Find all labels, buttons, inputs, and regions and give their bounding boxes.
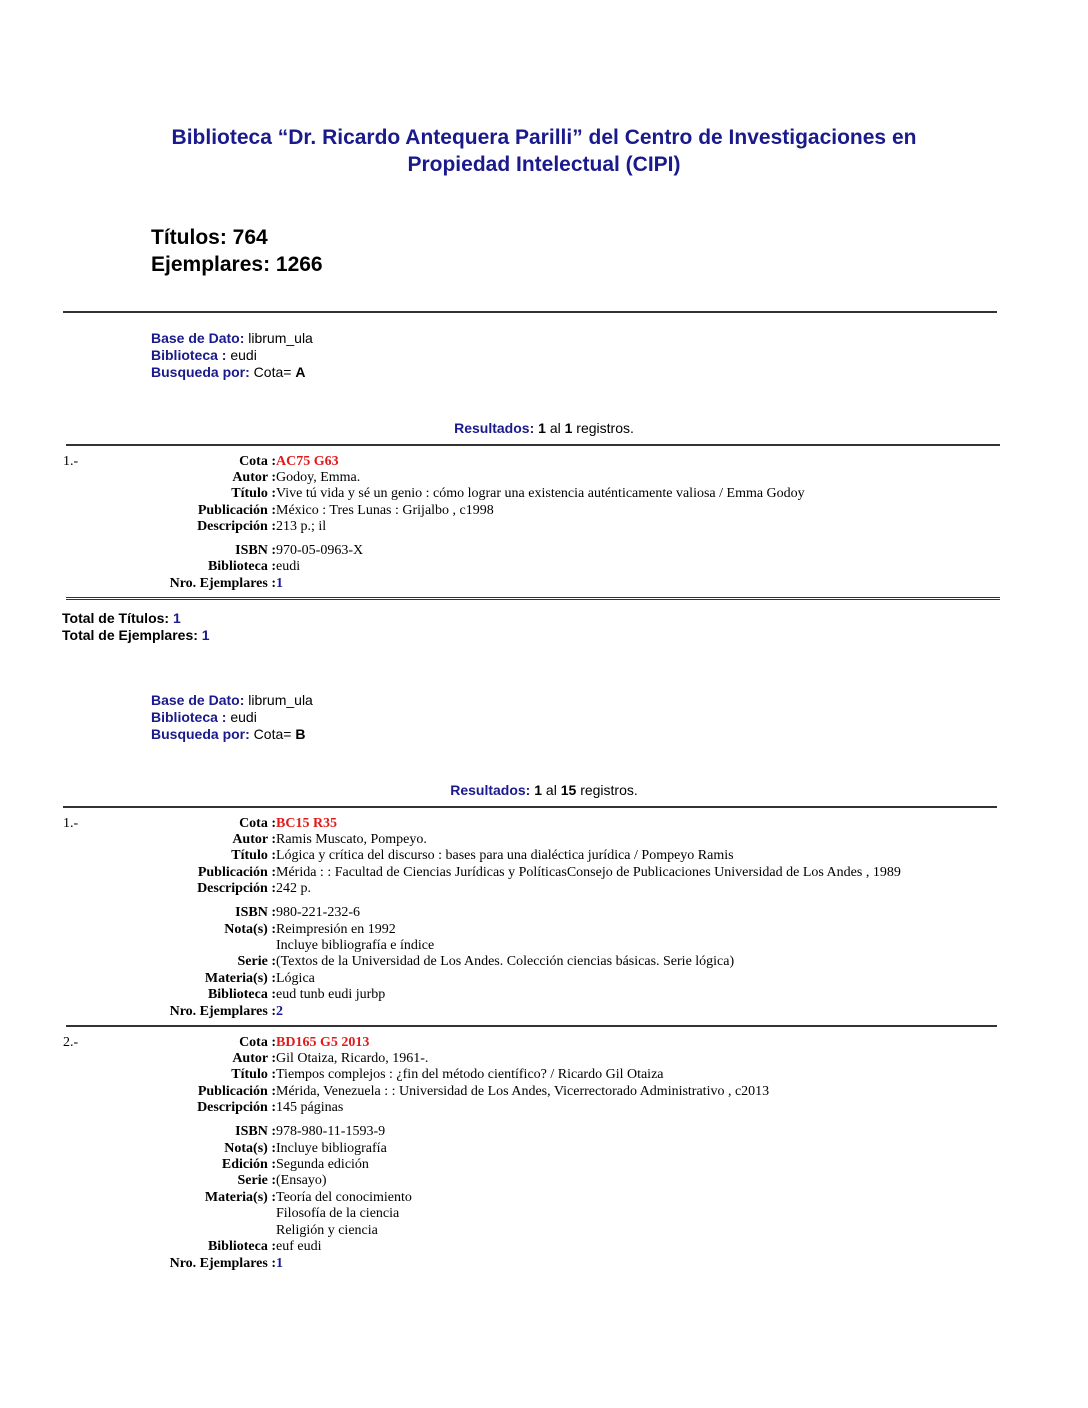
- divider: [66, 597, 1000, 600]
- field-label: Título :: [231, 486, 276, 501]
- field-label: Autor :: [232, 1051, 276, 1066]
- field-label: ISBN :: [235, 905, 276, 920]
- field-label: Descripción :: [197, 1100, 276, 1115]
- divider: [63, 806, 997, 808]
- field-label: Materia(s) :: [204, 971, 276, 986]
- title-line-2: Propiedad Intelectual (CIPI): [407, 153, 681, 176]
- biblioteca-value: eudi: [230, 709, 257, 725]
- base-value: librum_ula: [248, 330, 313, 346]
- search-meta-a: [151, 330, 313, 381]
- record-number: 2.-: [63, 1035, 79, 1050]
- publicacion-value: Mérida, Venezuela : : Universidad de Los Andes, Vicerrectorado Administrativo , c2013: [276, 1084, 770, 1099]
- biblioteca-value: euf eudi: [276, 1239, 322, 1254]
- cota-value: AC75 G63: [276, 454, 339, 469]
- descripcion-value: 242 p.: [276, 881, 311, 896]
- field-label: ISBN :: [235, 543, 276, 558]
- total-ejemplares-label: Total de Ejemplares:: [62, 627, 198, 643]
- biblioteca-label: Biblioteca :: [151, 709, 227, 725]
- field-label: Cota :: [239, 816, 276, 831]
- divider: [66, 1025, 997, 1027]
- materia-value: Teoría del conocimiento: [276, 1190, 412, 1205]
- nota-value: Reimpresión en 1992: [276, 922, 396, 937]
- isbn-value: 970-05-0963-X: [276, 543, 364, 558]
- ejemplares-value: 1: [276, 576, 283, 591]
- results-summary-b: [0, 782, 1088, 798]
- results-summary-a: [0, 420, 1088, 436]
- busqueda-label: Busqueda por:: [151, 364, 250, 380]
- field-label: Descripción :: [197, 519, 276, 534]
- field-label: Nota(s) :: [224, 1141, 276, 1156]
- descripcion-value: 145 páginas: [276, 1100, 344, 1115]
- field-label: Autor :: [232, 832, 276, 847]
- field-label: Nro. Ejemplares :: [169, 576, 276, 591]
- field-label: Nro. Ejemplares :: [169, 1256, 276, 1271]
- field-label: Publicación :: [197, 865, 276, 880]
- field-label: ISBN :: [235, 1124, 276, 1139]
- cota-value: BC15 R35: [276, 816, 338, 831]
- page-title: [0, 124, 1088, 178]
- base-value: librum_ula: [248, 692, 313, 708]
- publicacion-value: México : Tres Lunas : Grijalbo , c1998: [276, 503, 494, 518]
- field-label: Publicación :: [197, 503, 276, 518]
- base-label: Base de Dato:: [151, 692, 245, 708]
- field-label: Título :: [231, 1067, 276, 1082]
- field-label: Publicación :: [197, 1084, 276, 1099]
- results-to: 15: [560, 782, 577, 798]
- results-al: al: [549, 420, 561, 436]
- isbn-value: 980-221-232-6: [276, 905, 360, 920]
- nota-value: Incluye bibliografía e índice: [276, 938, 435, 953]
- titulo-value: Lógica y crítica del discurso : bases para una dialéctica jurídica / Pompeyo Ramis: [276, 848, 734, 863]
- cota-value: BD165 G5 2013: [276, 1035, 370, 1050]
- field-label: Materia(s) :: [204, 1190, 276, 1205]
- results-from: 1: [538, 420, 546, 436]
- field-label: Nota(s) :: [224, 922, 276, 937]
- base-label: Base de Dato:: [151, 330, 245, 346]
- isbn-value: 978-980-11-1593-9: [276, 1124, 386, 1139]
- biblioteca-value: eud tunb eudi jurbp: [276, 987, 386, 1002]
- field-label: Nro. Ejemplares :: [169, 1004, 276, 1019]
- titulos-count: Títulos: 764: [151, 226, 268, 249]
- field-label: Biblioteca :: [207, 559, 276, 574]
- field-label: Cota :: [239, 454, 276, 469]
- materia-value: Religión y ciencia: [276, 1223, 378, 1238]
- descripcion-value: 213 p.; il: [276, 519, 327, 534]
- field-label: Descripción :: [197, 881, 276, 896]
- titulo-value: Vive tú vida y sé un genio : cómo lograr una existencia auténticamente valiosa / Emma Godoy: [276, 486, 805, 501]
- totals-a: [62, 610, 210, 644]
- field-label: Biblioteca :: [207, 987, 276, 1002]
- titulo-value: Tiempos complejos : ¿fin del método científico? / Ricardo Gil Otaiza: [276, 1067, 664, 1082]
- results-al: al: [545, 782, 557, 798]
- materia-value: Filosofía de la ciencia: [276, 1206, 400, 1221]
- field-label: Biblioteca :: [207, 1239, 276, 1254]
- cota-letter: A: [295, 364, 306, 380]
- serie-value: (Ensayo): [276, 1173, 327, 1188]
- ejemplares-count: Ejemplares: 1266: [151, 253, 323, 276]
- total-titulos-label: Total de Títulos:: [62, 610, 170, 626]
- field-label: Autor :: [232, 470, 276, 485]
- edicion-value: Segunda edición: [276, 1157, 369, 1172]
- results-label: Resultados:: [450, 782, 531, 798]
- collection-counts: [151, 224, 323, 278]
- record-number: 1.-: [63, 454, 79, 469]
- record-number: 1.-: [63, 816, 79, 831]
- autor-value: Ramis Muscato, Pompeyo.: [276, 832, 427, 847]
- serie-value: (Textos de la Universidad de Los Andes. Colección ciencias básicas. Serie lógica): [276, 954, 735, 969]
- biblioteca-value: eudi: [276, 559, 301, 574]
- search-meta-b: [151, 692, 313, 743]
- cota-eq: Cota=: [253, 726, 292, 742]
- autor-value: Gil Otaiza, Ricardo, 1961-.: [276, 1051, 429, 1066]
- field-label: Serie :: [237, 954, 276, 969]
- biblioteca-label: Biblioteca :: [151, 347, 227, 363]
- total-ejemplares-value: 1: [201, 627, 210, 643]
- ejemplares-value: 1: [276, 1256, 283, 1271]
- field-label: Cota :: [239, 1035, 276, 1050]
- results-to: 1: [564, 420, 573, 436]
- title-line-1: Biblioteca “Dr. Ricardo Antequera Parilli” del Centro de Investigaciones en: [171, 126, 917, 149]
- divider: [66, 444, 1000, 446]
- divider: [63, 311, 997, 313]
- results-registros: registros.: [580, 782, 638, 798]
- materia-value: Lógica: [276, 971, 315, 986]
- ejemplares-value: 2: [276, 1004, 283, 1019]
- autor-value: Godoy, Emma.: [276, 470, 361, 485]
- field-label: Edición :: [221, 1157, 276, 1172]
- cota-eq: Cota=: [253, 364, 292, 380]
- field-label: Serie :: [237, 1173, 276, 1188]
- field-label: Título :: [231, 848, 276, 863]
- publicacion-value: Mérida : : Facultad de Ciencias Jurídicas y PolíticasConsejo de Publicaciones Universidad de Los Andes , 1989: [276, 865, 901, 880]
- total-titulos-value: 1: [172, 610, 181, 626]
- nota-value: Incluye bibliografía: [276, 1141, 387, 1156]
- results-registros: registros.: [576, 420, 634, 436]
- biblioteca-value: eudi: [230, 347, 257, 363]
- cota-letter: B: [295, 726, 306, 742]
- results-from: 1: [534, 782, 543, 798]
- busqueda-label: Busqueda por:: [151, 726, 250, 742]
- results-label: Resultados:: [454, 420, 535, 436]
